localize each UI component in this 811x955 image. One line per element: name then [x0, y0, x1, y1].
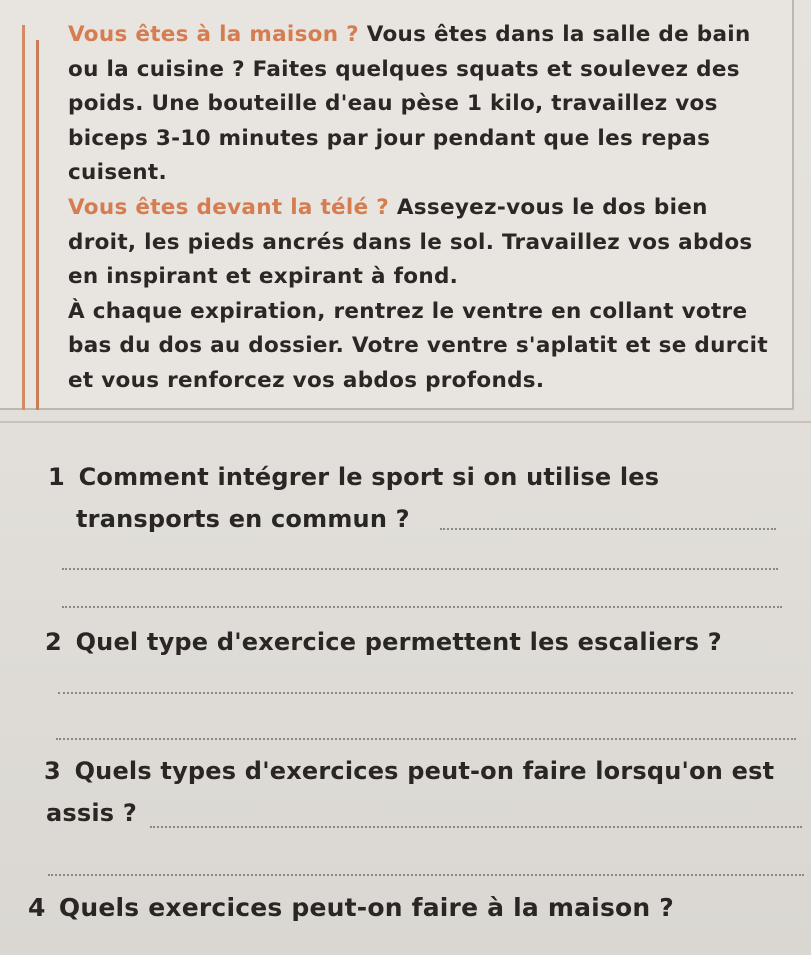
question-text: transports en commun ? [76, 505, 410, 533]
info-paragraph-1 [68, 18, 768, 191]
question-number: 2 [45, 628, 62, 656]
decorative-bar [22, 25, 25, 410]
question-3 [44, 757, 794, 785]
answer-line[interactable] [62, 568, 778, 570]
question-4 [28, 893, 778, 922]
info-box [0, 0, 794, 410]
question-1 [48, 463, 798, 491]
answer-line[interactable] [58, 692, 793, 694]
question-number: 4 [28, 893, 46, 922]
answer-line[interactable] [62, 606, 782, 608]
question-text: Quel type d'exercice permettent les escaliers ? [75, 628, 722, 656]
info-lead-1: Vous êtes à la maison ? [68, 22, 359, 47]
answer-line[interactable] [440, 528, 776, 530]
info-paragraph-3 [68, 295, 768, 399]
info-paragraph-2 [68, 191, 768, 295]
info-box-text [68, 18, 768, 399]
info-text-3: À chaque expiration, rentrez le ventre en collant votre bas du dos au dossier. Votre ventre s'aplatit et se durcit et vous renforcez vos abdos profonds. [68, 298, 768, 393]
question-number: 3 [44, 757, 61, 785]
question-3-line-2 [46, 799, 796, 827]
decorative-bar [36, 40, 39, 410]
question-2 [45, 628, 795, 656]
answer-line[interactable] [150, 826, 802, 828]
answer-line[interactable] [48, 874, 804, 876]
answer-line[interactable] [56, 738, 796, 740]
section-divider [0, 421, 811, 423]
info-lead-2: Vous êtes devant la télé ? [68, 194, 390, 220]
question-text: Comment intégrer le sport si on utilise les [78, 463, 660, 491]
info-text-1: Vous êtes dans la salle de bain ou la cuisine ? Faites quelques squats et soulevez des poids. Une bouteille d'eau pèse 1 kilo, travaillez vos biceps 3-10 minutes par jour pendant que les repas cuisent. [68, 22, 751, 186]
question-text: Quels types d'exercices peut-on faire lorsqu'on est [74, 757, 775, 785]
question-text: assis ? [46, 799, 137, 827]
info-text-2: Asseyez-vous le dos bien droit, les pieds ancrés dans le sol. Travaillez vos abdos en inspirant et expirant à fond. [68, 194, 753, 290]
question-number: 1 [48, 463, 65, 491]
question-text: Quels exercices peut-on faire à la maison ? [58, 893, 675, 922]
